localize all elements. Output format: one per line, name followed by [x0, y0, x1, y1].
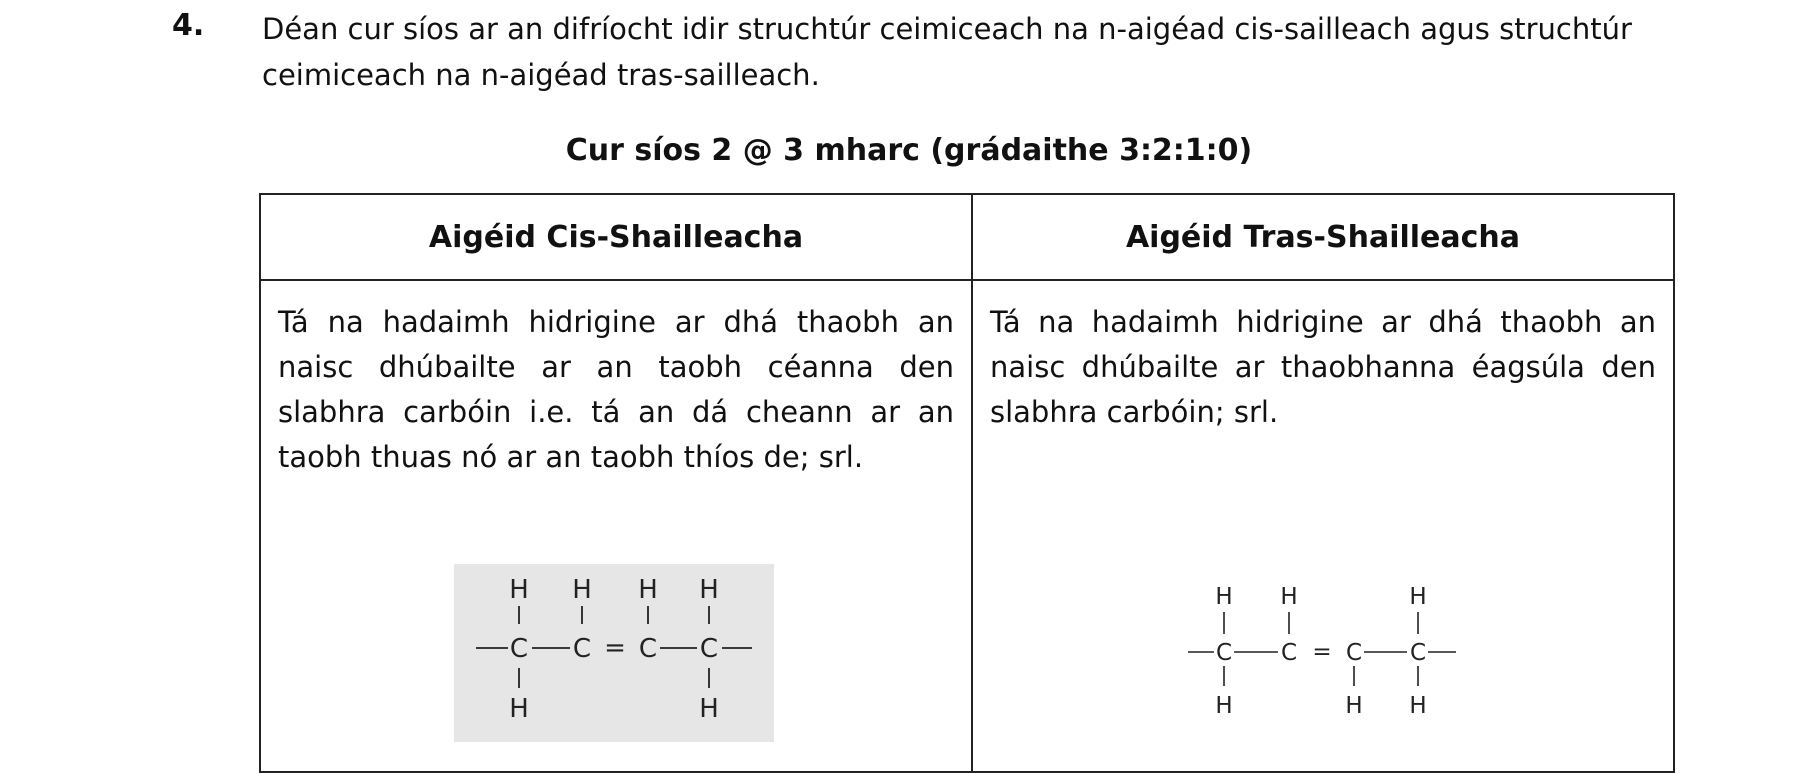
header-cis: Aigéid Cis-Shailleacha — [260, 194, 972, 280]
cis-structure-diagram — [454, 564, 774, 746]
question-number: 4. — [172, 8, 205, 43]
trans-description: Tá na hadaimh hidrigine ar dhá thaobh an naisc dhúbailte ar thaobhanna éagsúla den slabhra carbóin; srl. — [990, 305, 1656, 429]
cis-description: Tá na hadaimh hidrigine ar dhá thaobh an naisc dhúbailte ar an taobh céanna den slabhra carbóin i.e. tá an dá cheann ar an taobh thuas nó ar an taobh thíos de; srl. — [278, 305, 954, 474]
trans-bottom-h-1: H — [1215, 693, 1233, 719]
cis-double-bond: = — [604, 633, 626, 663]
trans-carbon-3: C — [1345, 640, 1363, 666]
cis-carbon-1: C — [509, 634, 529, 664]
question-text: Déan cur síos ar an difríocht idir struchtúr ceimiceach na n-aigéad cis-sailleach agus struchtúr ceimiceach na n-aigéad tras-sailleach. — [262, 12, 1632, 92]
cell-trans — [972, 280, 1674, 772]
trans-top-h-3: H — [1409, 584, 1427, 610]
cell-cis — [260, 280, 972, 772]
header-row — [260, 194, 1674, 280]
marking-table — [259, 193, 1675, 773]
cis-carbon-3: C — [638, 634, 658, 664]
trans-double-bond: = — [1312, 639, 1332, 665]
trans-top-h-2: H — [1280, 584, 1298, 610]
content-row — [260, 280, 1674, 772]
cis-top-h-3: H — [638, 575, 658, 605]
cis-bottom-h-1: H — [509, 694, 529, 724]
trans-carbon-4: C — [1409, 640, 1427, 666]
cis-top-h-1: H — [509, 575, 529, 605]
header-trans: Aigéid Tras-Shailleacha — [972, 194, 1674, 280]
cis-bottom-h-2: H — [699, 694, 719, 724]
trans-bottom-h-2: H — [1345, 693, 1363, 719]
trans-top-h-1: H — [1215, 584, 1233, 610]
cis-top-h-4: H — [699, 575, 719, 605]
cis-carbon-4: C — [699, 634, 719, 664]
marking-heading: Cur síos 2 @ 3 mharc (grádaithe 3:2:1:0) — [565, 133, 1253, 168]
trans-structure-diagram — [1182, 576, 1472, 740]
trans-carbon-2: C — [1280, 640, 1298, 666]
trans-carbon-1: C — [1215, 640, 1233, 666]
cis-top-h-2: H — [572, 575, 592, 605]
trans-bottom-h-3: H — [1409, 693, 1427, 719]
cis-carbon-2: C — [572, 634, 592, 664]
